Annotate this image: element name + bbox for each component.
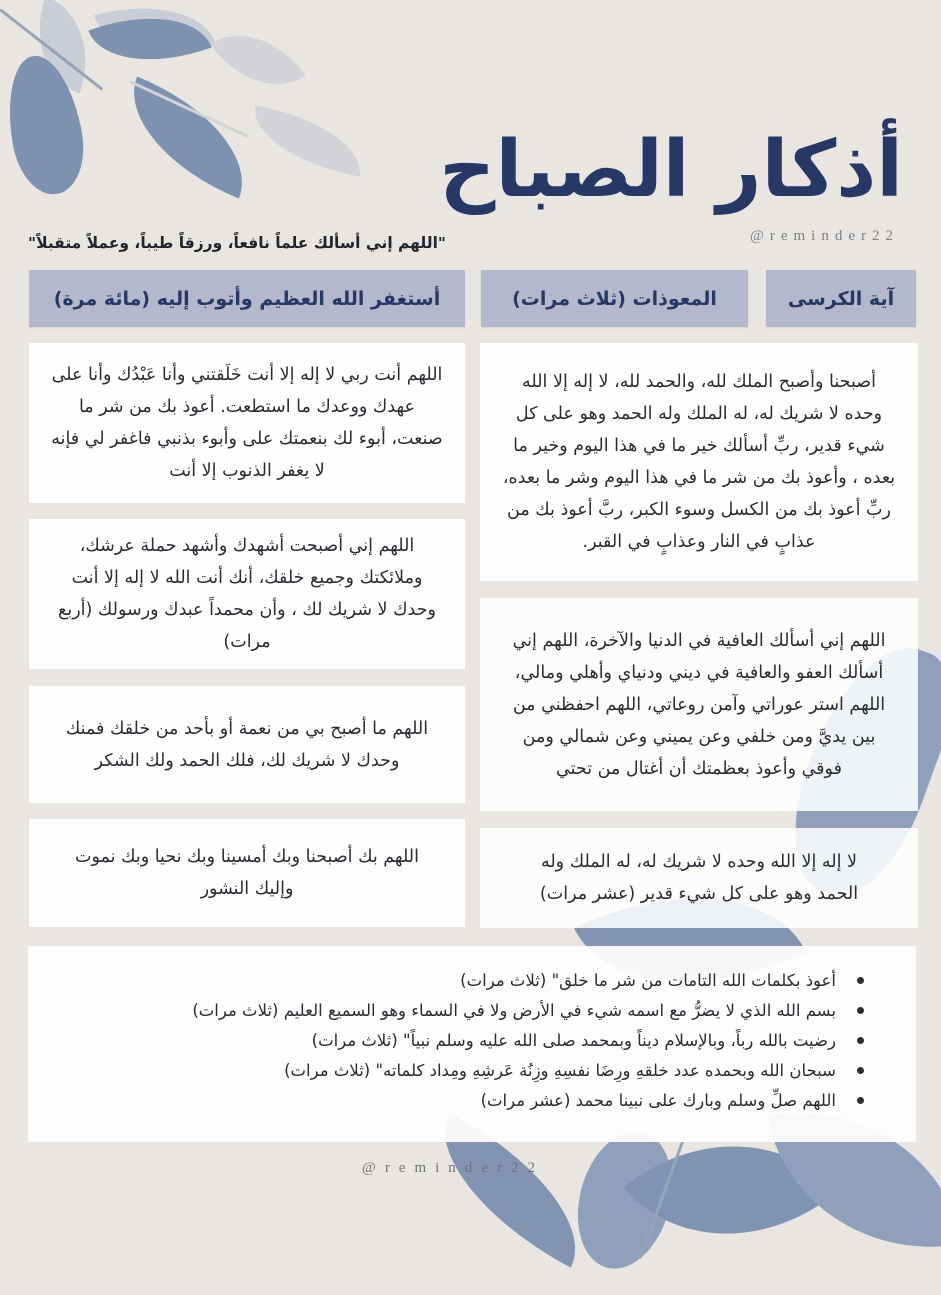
list-item-text: بسم الله الذي لا يضرُّ مع اسمه شيء في الأرض ولا في السماء وهو السميع العليم (ثلاث مرات) (192, 1001, 836, 1020)
dhikr-text: اللهم إني أصبحت أشهدك وأشهد حملة عرشك، وملائكتك وجميع خلقك، أنك أنت الله لا إله إلا أنت وحدك لا شريك لك ، وأن محمداً عبدك ورسولك (أربع مرات) (58, 536, 436, 652)
dhikr-card (29, 686, 465, 803)
list-item-text: أعوذ بكلمات الله التامات من شر ما خلق" (ثلاث مرات) (460, 971, 836, 990)
list-item (48, 996, 864, 1026)
opening-dua: "اللهم إني أسألك علماً نافعاً، ورزقاً طيباً، وعملاً متقبلاً" (28, 234, 446, 252)
bullet-list (48, 966, 864, 1116)
header-label: آية الكرسى (787, 287, 895, 310)
list-item (48, 1026, 864, 1056)
dhikr-card (480, 828, 918, 928)
header-ayat-al-kursi (766, 270, 916, 327)
header-label: المعوذات (ثلاث مرات) (512, 287, 717, 310)
list-item-text: سبحان الله وبحمده عدد خلقهِ ورِضَا نفسِهِ وزِنُة عَرشِهِ ومِداد كلماته" (ثلاث مرات) (284, 1061, 836, 1080)
bullet-icon (857, 977, 864, 984)
dhikr-text: اللهم بك أصبحنا وبك أمسينا وبك نحيا وبك نموت وإليك النشور (75, 847, 419, 899)
list-item (48, 1086, 864, 1116)
list-item (48, 966, 864, 996)
bullet-list-card (28, 946, 916, 1142)
author-handle-footer: @reminder22 (362, 1160, 544, 1176)
dhikr-text: أصبحنا وأصبح الملك لله، والحمد لله، لا إله إلا الله وحده لا شريك له، له الملك وله الحمد وهو على كل شيء قدير، ربِّ أسألك خير ما في هذا اليوم وخير ما بعده ، وأعوذ بك من شر ما في هذا اليوم وشر ما بعده، ربِّ أعوذ بك من الكسل وسوء الكبر، ربَّ أعوذ بك من عذابٍ في النار وعذابٍ في القبر. (502, 372, 896, 552)
header-label: أستغفر الله العظيم وأتوب إليه (مائة مرة) (53, 287, 441, 310)
author-handle: @reminder22 (750, 228, 899, 244)
dhikr-card (29, 819, 465, 927)
bullet-icon (857, 1067, 864, 1074)
list-item-text: اللهم صلِّ وسلم وبارك على نبينا محمد (عشر مرات) (480, 1091, 836, 1110)
dhikr-card (480, 343, 918, 581)
bullet-icon (857, 1037, 864, 1044)
dhikr-text: لا إله إلا الله وحده لا شريك له، له الملك وله الحمد وهو على كل شيء قدير (عشر مرات) (539, 852, 859, 904)
list-item (48, 1056, 864, 1086)
header-muawwidhat (481, 270, 748, 327)
dhikr-card (480, 598, 918, 811)
header-istighfar (29, 270, 465, 327)
leaf-icon (246, 105, 368, 176)
dhikr-card (29, 343, 465, 503)
list-item-text: رضيت بالله رباً، وبالإسلام ديناً وبمحمد صلى الله عليه وسلم نبياً" (ثلاث مرات) (311, 1031, 836, 1050)
leaf-icon (210, 10, 305, 110)
dhikr-text: اللهم ما أصبح بي من نعمة أو بأحد من خلقك فمنك وحدك لا شريك لك، فلك الحمد ولك الشكر (65, 718, 429, 771)
dhikr-text: اللهم أنت ربي لا إله إلا أنت خَلَقتني وأنا عَبْدُك وأنا على عهدك ووعدك ما استطعت. أعوذ بك من شر ما صنعت، أبوء لك بنعمتك على وأبوء بذنبي فاغفر لي فإنه لا يغفر الذنوب إلا أنت (51, 365, 443, 481)
dhikr-card (29, 519, 465, 669)
leaf-icon (109, 77, 267, 199)
page-title: أذكار الصباح (439, 125, 903, 215)
bullet-icon (857, 1097, 864, 1104)
dhikr-text: اللهم إني أسألك العافية في الدنيا والآخرة، اللهم إني أسألك العفو والعافية في ديني ودنياي وأهلي ومالي، اللهم استر عوراتي وآمن روعاتي، اللهم احفظني من بين يديَّ ومن خلفي وعن يميني وعن شمالي ومن فوقي وأعوذ بعظمتك أن أغتال من تحتي (512, 630, 886, 779)
bullet-icon (857, 1007, 864, 1014)
